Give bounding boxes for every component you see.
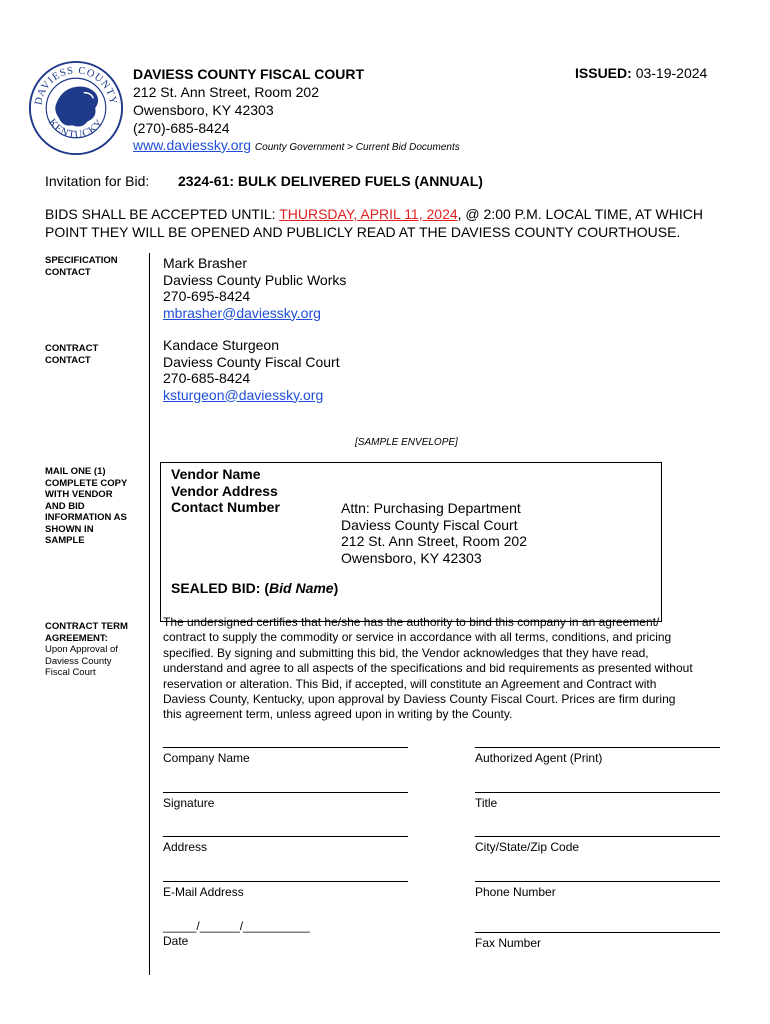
deadline-line2: POINT THEY WILL BE OPENED AND PUBLICLY READ AT THE DAVIESS COUNTY COURTHOUSE. [45,224,681,240]
envelope-recipient-block [341,500,527,566]
agreement-line: Daviess County, Kentucky, upon approval by Daviess County Fiscal Court. Prices are firm during [163,692,676,707]
vendor-contact-number: Contact Number [171,499,280,515]
signature-label: Signature [163,796,215,810]
county-seal-logo [28,60,124,156]
deadline-suffix: , @ 2:00 P.M. LOCAL TIME, AT WHICH [457,206,703,222]
mail-label-line: WITH VENDOR [45,489,113,500]
sealed-bid-line: SEALED BID: (Bid Name) [171,580,339,596]
mail-label-line: INFORMATION AS [45,512,127,523]
mail-instructions-label [45,466,145,547]
deadline-prefix: BIDS SHALL BE ACCEPTED UNTIL: [45,206,280,222]
spec-label-line2: CONTACT [45,266,91,278]
agreement-line: understand and agree to all aspects of the specifications and bid requirements as presented without [163,661,693,676]
recipient-address1: 212 St. Ann Street, Room 202 [341,533,528,549]
svg-text:KENTUCKY: KENTUCKY [46,117,106,141]
mail-label-line: SAMPLE [45,535,85,546]
website-link[interactable]: www.daviessky.org [133,137,252,153]
org-phone: (270)-685-8424 [133,120,230,136]
spec-contact-email-link[interactable]: mbrasher@daviessky.org [163,304,321,321]
vendor-address: Vendor Address [171,482,278,499]
agreement-text [163,615,723,723]
svg-text:DAVIESS COUNTY: DAVIESS COUNTY [33,65,119,106]
spec-label-line1: SPECIFICATION [45,255,118,266]
agreement-label [45,621,145,679]
contract-contact-phone: 270-685-8424 [163,370,251,386]
agreement-line: contract to supply the commodity or service in accordance with all terms, conditions, and pricing [163,630,672,645]
mail-label-line: AND BID [45,500,85,512]
title-label: Title [475,796,498,810]
city-state-zip-label: City/State/Zip Code [475,840,580,854]
agreement-line: this agreement term, unless agreed upon in writing by the County. [163,707,513,722]
recipient-address2: Owensboro, KY 42303 [341,549,482,566]
sealed-bid-label: SEALED BID: [171,580,261,596]
bid-label: Invitation for Bid: [45,173,150,189]
issued-label: ISSUED: [575,65,632,81]
agreement-sub-line: Daviess County [45,655,112,667]
spec-contact-org: Daviess County Public Works [163,271,347,288]
issued-date [575,65,707,81]
deadline-date: THURSDAY, APRIL 11, 2024 [279,206,458,222]
sealed-bid-name: Bid Name [269,580,334,596]
left-column-divider [149,253,150,975]
email-address-label: E-Mail Address [163,885,244,899]
bid-deadline-text [45,205,745,241]
spec-contact-phone: 270-695-8424 [163,288,251,304]
website-line [133,137,460,153]
address-label: Address [163,840,208,854]
agreement-sub-line: Fiscal Court [45,667,96,678]
date-label: Date [163,934,189,948]
contract-contact-block [163,337,340,403]
mail-label-line: COMPLETE COPY [45,477,128,489]
sample-envelope-caption: [SAMPLE ENVELOPE] [355,437,458,448]
bid-title: 2324-61: BULK DELIVERED FUELS (ANNUAL) [178,173,483,189]
agreement-line: specified. By signing and submitting this bid, the Vendor acknowledges that they have read, [163,645,649,660]
phone-number-label: Phone Number [475,885,556,899]
spec-contact-label [45,255,145,278]
spec-contact-name: Mark Brasher [163,255,248,271]
contract-label-line1: CONTRACT [45,343,99,354]
contract-label-line2: CONTACT [45,354,91,366]
contract-contact-label [45,343,145,366]
contract-contact-org: Daviess County Fiscal Court [163,353,340,370]
spec-contact-block [163,255,346,321]
agreement-label-line2: AGREEMENT: [45,632,108,644]
contract-contact-name: Kandace Sturgeon [163,337,279,353]
org-address-line2: Owensboro, KY 42303 [133,102,274,118]
agreement-line: reservation or alteration. This Bid, if accepted, will constitute an Agreement and Contract with [163,676,657,691]
agreement-line: The undersigned certifies that he/she has the authority to bind this company in an agreement/ [163,615,660,629]
envelope-vendor-block [171,466,280,516]
envelope-caption-text: SAMPLE ENVELOPE [357,437,456,448]
issued-value: 03-19-2024 [635,65,708,81]
org-address-line1: 212 St. Ann Street, Room 202 [133,84,320,100]
org-name: DAVIESS COUNTY FISCAL COURT [133,66,365,82]
recipient-attn: Attn: Purchasing Department [341,500,521,516]
date-blank: _____/______/__________ [163,919,310,933]
recipient-org: Daviess County Fiscal Court [341,516,518,533]
agreement-sub-line: Upon Approval of [45,644,118,655]
authorized-agent-label: Authorized Agent (Print) [475,751,603,765]
mail-label-line: SHOWN IN [45,523,94,535]
fax-number-label: Fax Number [475,936,542,950]
company-name-label: Company Name [163,751,250,765]
agreement-label-line1: CONTRACT TERM [45,621,128,632]
mail-label-line: MAIL ONE (1) [45,466,106,477]
website-path: County Government > Current Bid Documents [254,142,460,153]
contract-contact-email-link[interactable]: ksturgeon@daviessky.org [163,386,324,403]
vendor-name: Vendor Name [171,466,261,482]
date-field[interactable] [163,919,310,948]
